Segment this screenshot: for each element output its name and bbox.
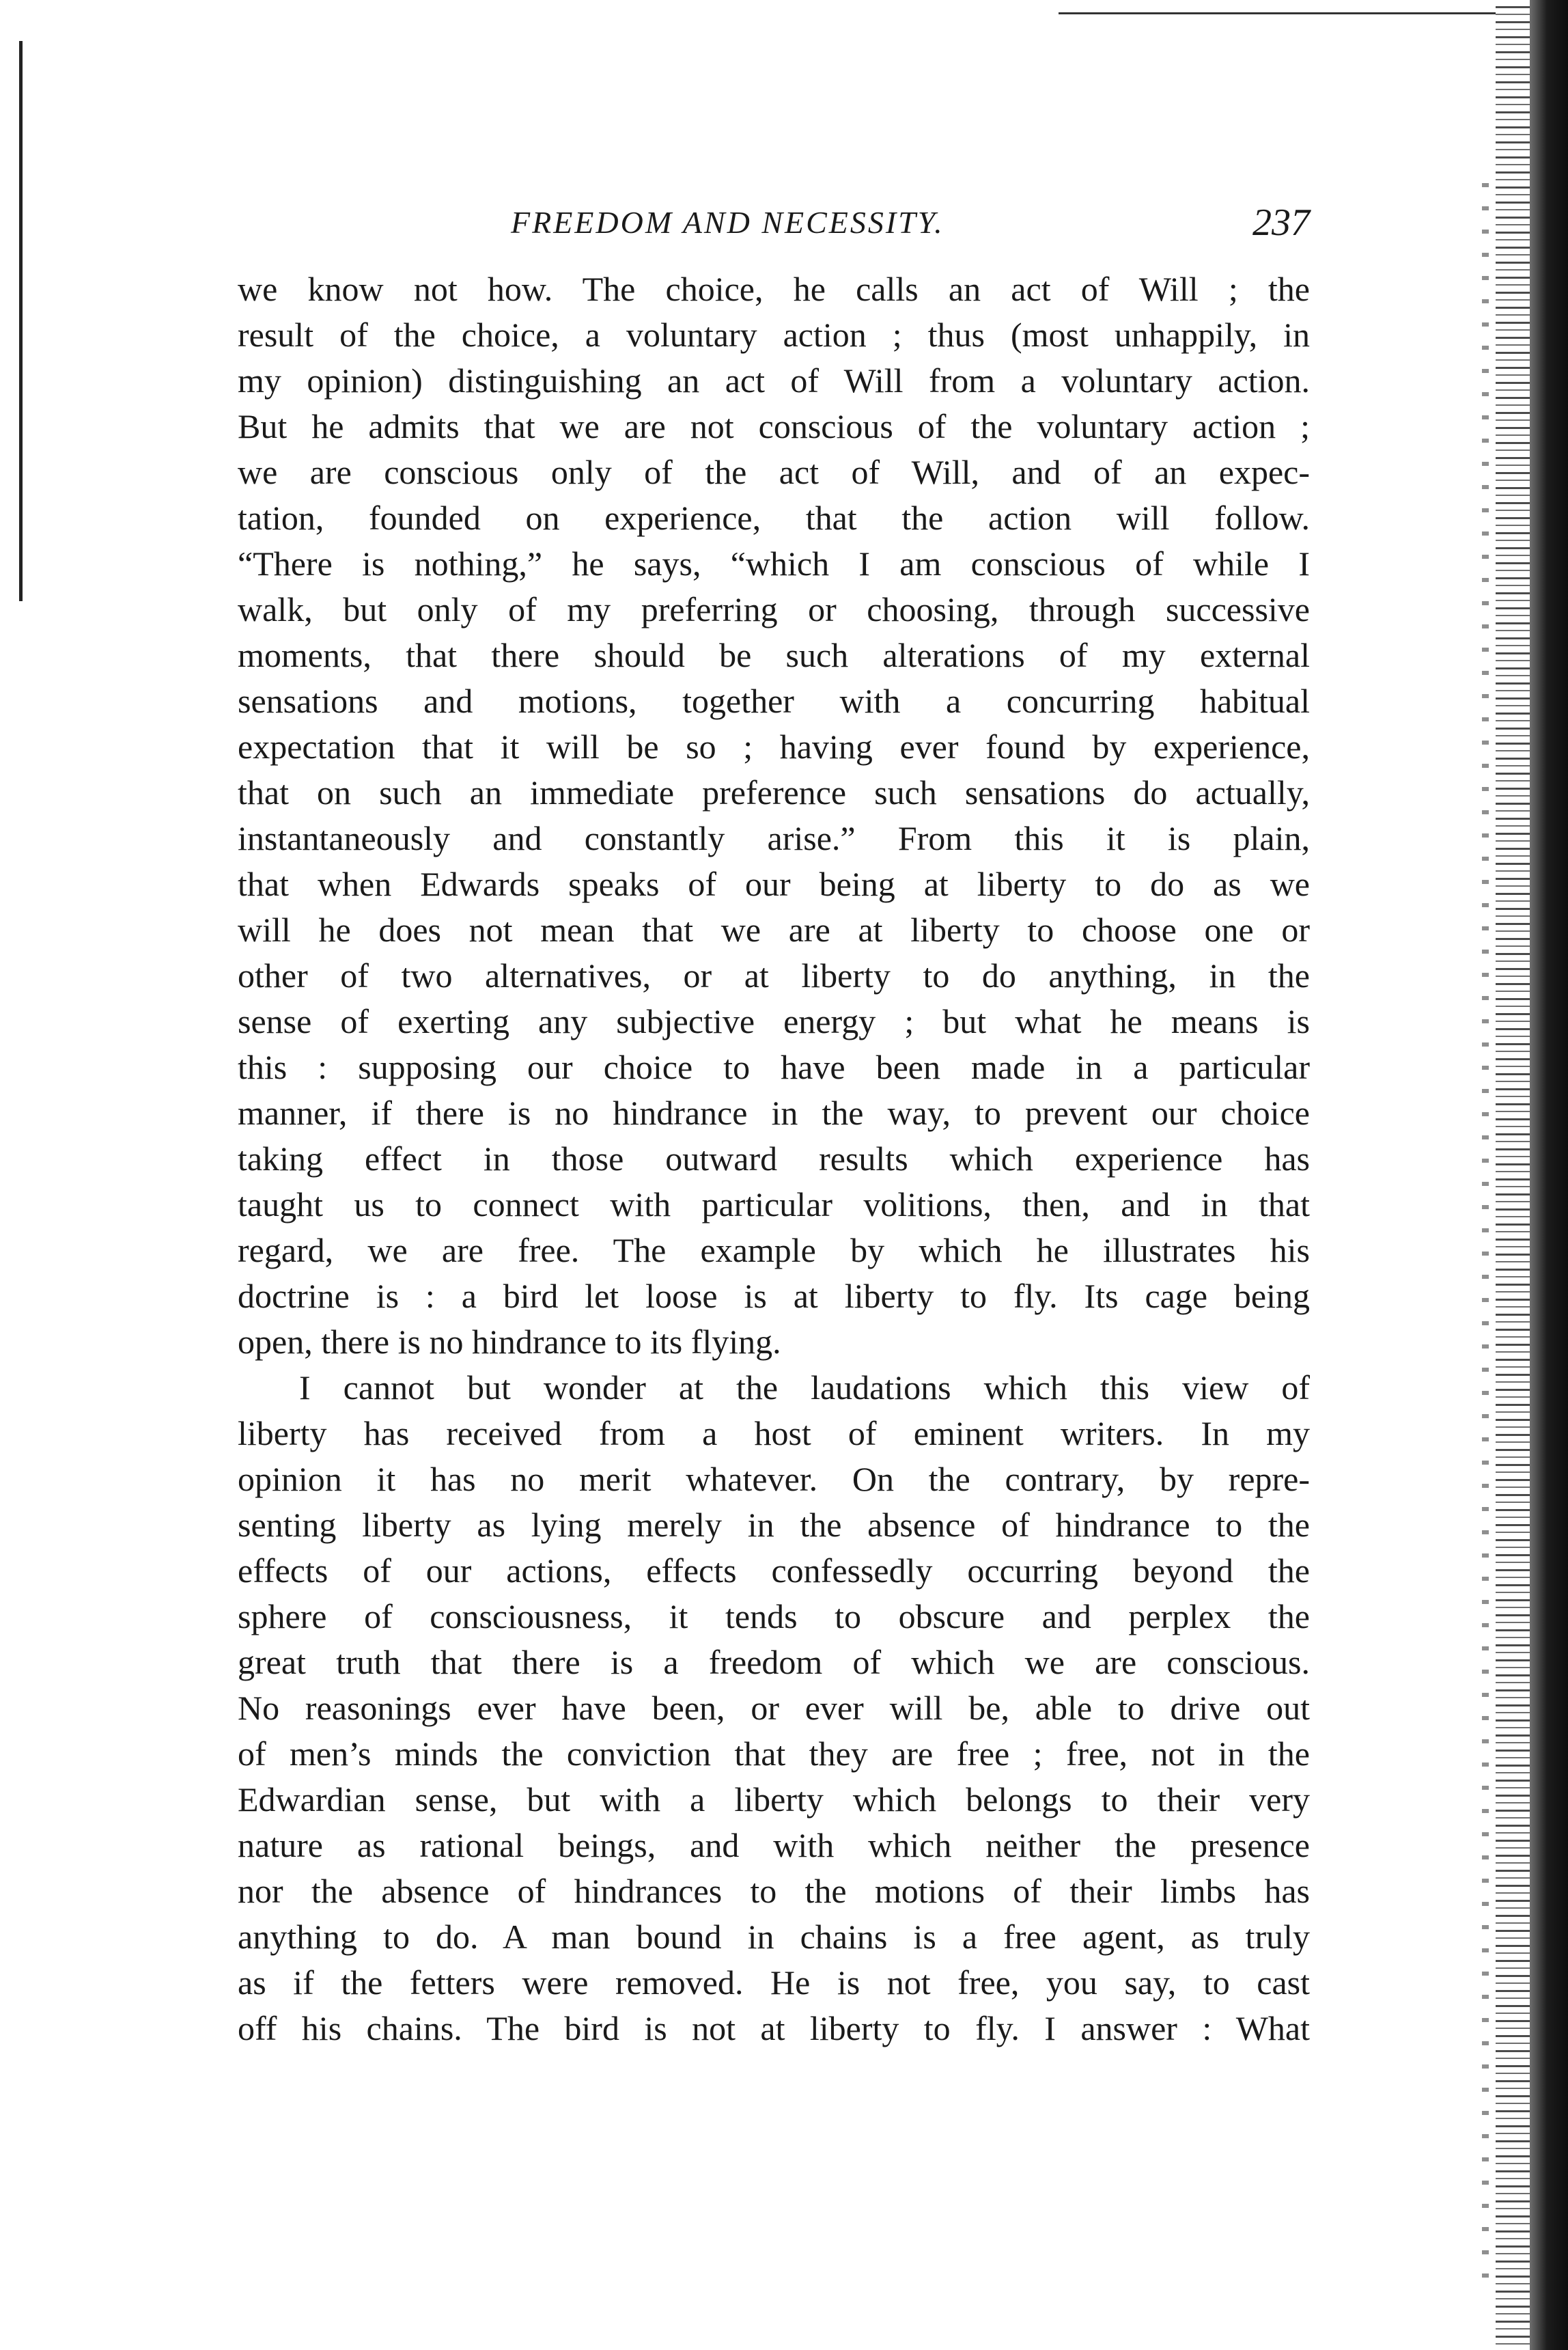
text-line: liberty has received from a host of eminent writers. In my bbox=[238, 1414, 1310, 1452]
text-line: sense of exerting any subjective energy ; but what he means is bbox=[238, 1002, 1310, 1040]
paragraph bbox=[238, 1365, 1310, 2051]
text-line: manner, if there is no hindrance in the way, to prevent our choice bbox=[238, 1094, 1310, 1132]
scan-top-rule bbox=[1059, 12, 1496, 14]
text-line: taking effect in those outward results which experience has bbox=[238, 1139, 1310, 1178]
text-line: open, there is no hindrance to its flying. bbox=[238, 1323, 781, 1361]
running-title: FREEDOM AND NECESSITY. bbox=[511, 205, 944, 240]
scan-edge-specks bbox=[1482, 164, 1489, 2282]
body-text bbox=[238, 266, 1310, 2051]
text-line: anything to do. A man bound in chains is a free agent, as truly bbox=[238, 1918, 1310, 1956]
text-line: opinion it has no merit whatever. On the contrary, by repre- bbox=[238, 1460, 1310, 1498]
text-line: “There is nothing,” he says, “which I am conscious of while I bbox=[238, 544, 1310, 583]
text-line: nature as rational beings, and with which neither the presence bbox=[238, 1826, 1310, 1864]
text-line: regard, we are free. The example by which he illustrates his bbox=[238, 1231, 1310, 1269]
paragraph bbox=[238, 266, 1310, 1365]
text-line: other of two alternatives, or at liberty to do anything, in the bbox=[238, 956, 1310, 995]
text-line: we know not how. The choice, he calls an act of Will ; the bbox=[238, 270, 1310, 308]
text-line: tation, founded on experience, that the action will follow. bbox=[238, 499, 1310, 537]
text-line: of men’s minds the conviction that they are free ; free, not in the bbox=[238, 1734, 1310, 1773]
text-line: result of the choice, a voluntary action ; thus (most unhappily, in bbox=[238, 316, 1310, 354]
text-line: as if the fetters were removed. He is not free, you say, to cast bbox=[238, 1963, 1310, 2002]
text-line: great truth that there is a freedom of which we are conscious. bbox=[238, 1643, 1310, 1681]
page-number: 237 bbox=[1252, 202, 1310, 244]
text-line: No reasonings ever have been, or ever will be, able to drive out bbox=[238, 1689, 1310, 1727]
text-line: walk, but only of my preferring or choosing, through successive bbox=[238, 590, 1310, 628]
text-line: Edwardian sense, but with a liberty which belongs to their very bbox=[238, 1780, 1310, 1819]
text-line: that on such an immediate preference such sensations do actually, bbox=[238, 773, 1310, 812]
text-line: will he does not mean that we are at liberty to choose one or bbox=[238, 911, 1310, 949]
text-line: off his chains. The bird is not at liberty to fly. I answer : What bbox=[238, 2009, 1310, 2047]
text-line: But he admits that we are not conscious of the voluntary action ; bbox=[238, 407, 1310, 445]
page-header bbox=[238, 195, 1310, 250]
scan-margin-rule bbox=[19, 41, 23, 601]
scan-binding-shadow bbox=[1530, 0, 1568, 2350]
text-line: instantaneously and constantly arise.” From this it is plain, bbox=[238, 819, 1310, 857]
text-line: this : supposing our choice to have been made in a particular bbox=[238, 1048, 1310, 1086]
text-line: sphere of consciousness, it tends to obscure and perplex the bbox=[238, 1597, 1310, 1635]
text-line: taught us to connect with particular volitions, then, and in that bbox=[238, 1185, 1310, 1224]
text-line: my opinion) distinguishing an act of Will from a voluntary action. bbox=[238, 361, 1310, 400]
text-line: doctrine is : a bird let loose is at liberty to fly. Its cage being bbox=[238, 1277, 1310, 1315]
text-line: we are conscious only of the act of Will, and of an expec- bbox=[238, 453, 1310, 491]
text-line: sensations and motions, together with a concurring habitual bbox=[238, 682, 1310, 720]
text-line: I cannot but wonder at the laudations which this view of bbox=[299, 1368, 1310, 1407]
text-line: senting liberty as lying merely in the absence of hindrance to the bbox=[238, 1506, 1310, 1544]
text-line: moments, that there should be such alterations of my external bbox=[238, 636, 1310, 674]
text-line: that when Edwards speaks of our being at liberty to do as we bbox=[238, 865, 1310, 903]
text-line: effects of our actions, effects confessedly occurring beyond the bbox=[238, 1551, 1310, 1590]
text-line: nor the absence of hindrances to the motions of their limbs has bbox=[238, 1872, 1310, 1910]
text-line: expectation that it will be so ; having ever found by experience, bbox=[238, 728, 1310, 766]
